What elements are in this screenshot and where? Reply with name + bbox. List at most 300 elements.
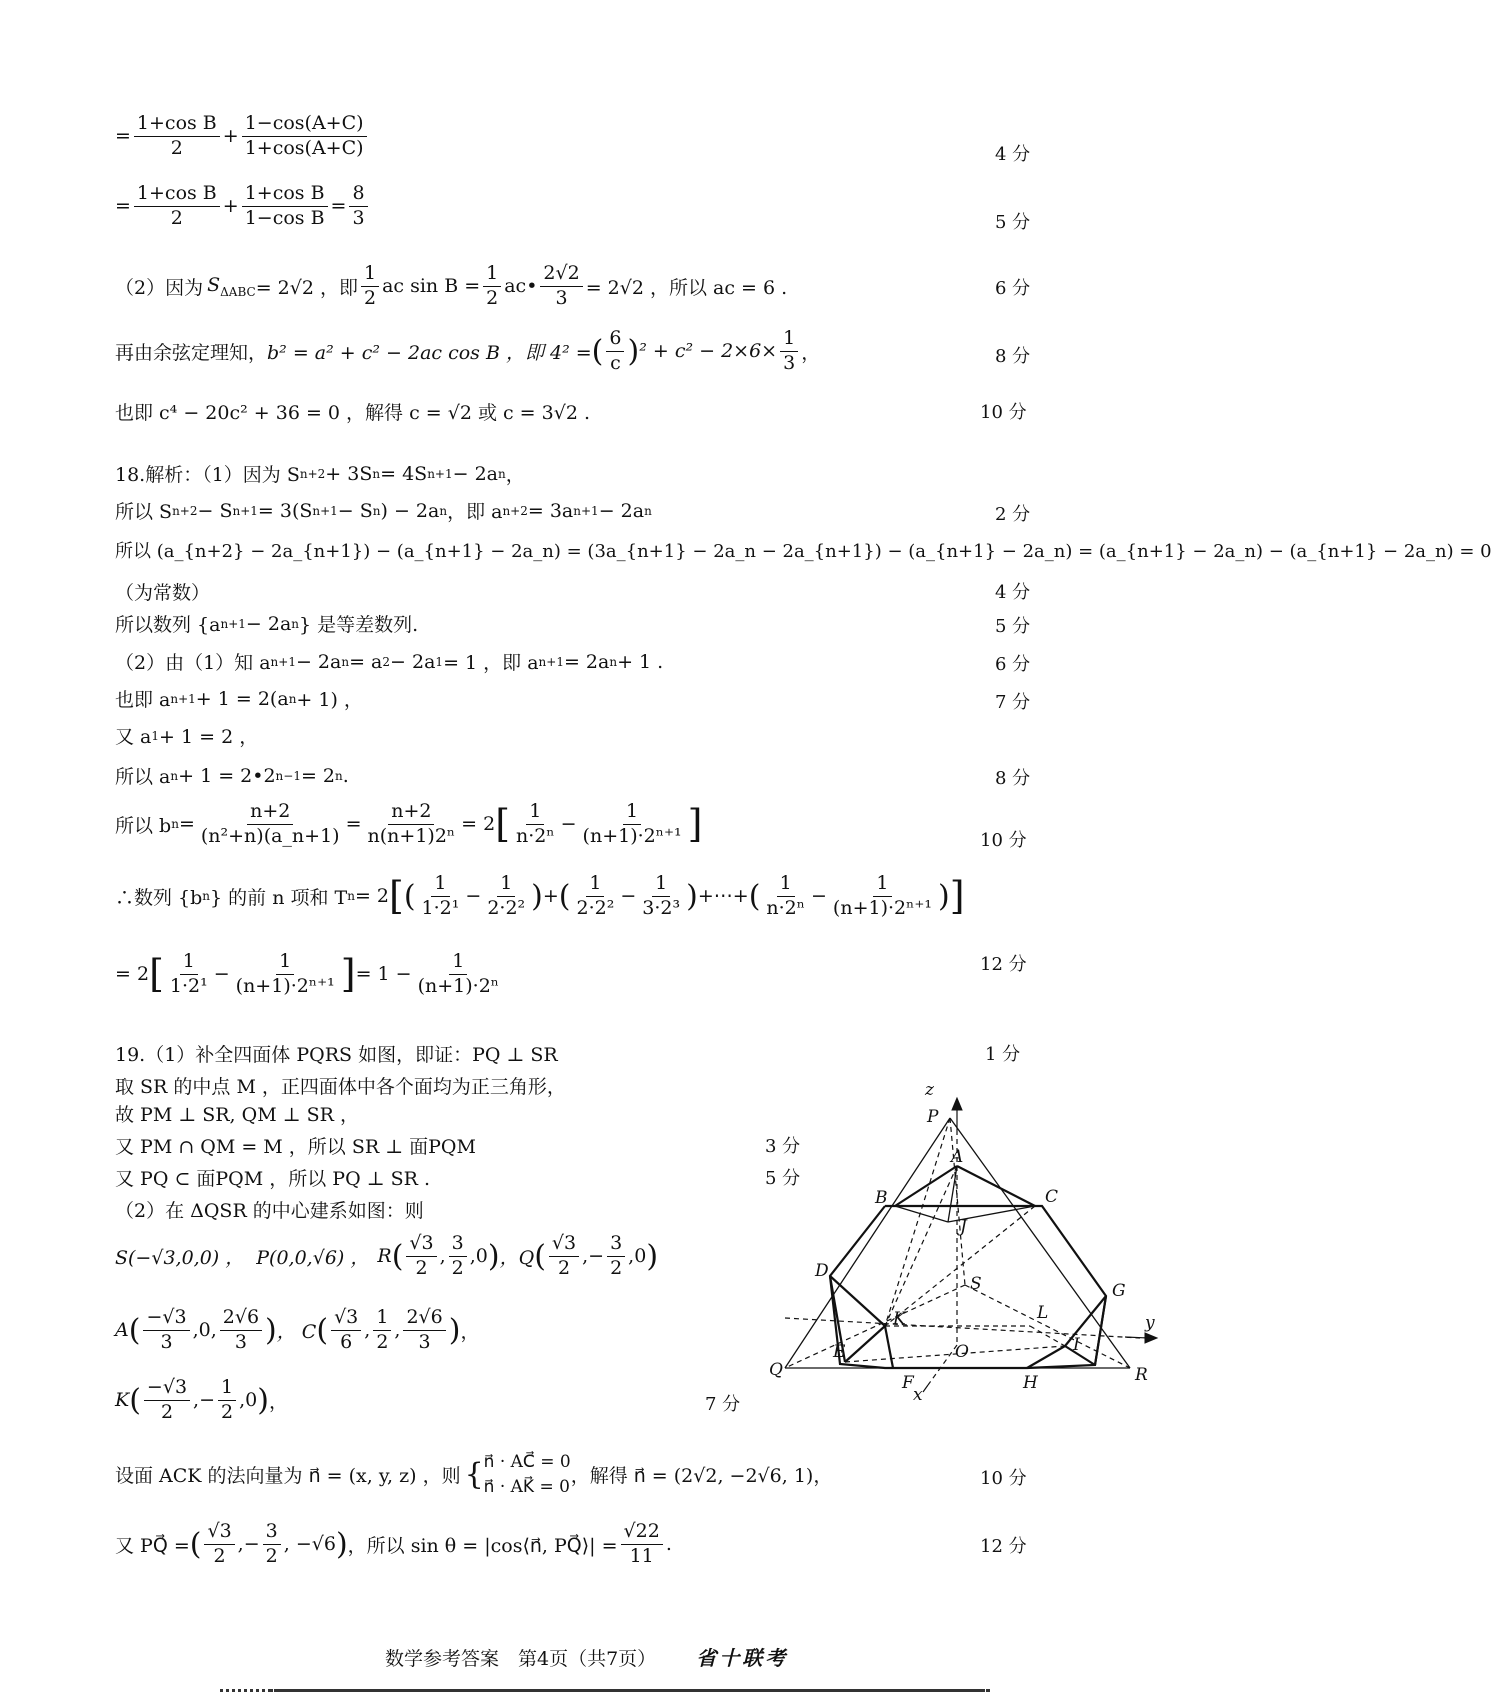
subscript: n [288,691,297,706]
denominator: 2 [610,1256,623,1279]
denominator: n·2ⁿ [516,824,555,847]
fraction [549,1232,579,1281]
denominator: (n+1)·2ⁿ⁺¹ [582,824,682,847]
fraction [483,262,501,311]
tetrahedron-figure [765,1070,1160,1405]
paren: ) [448,1312,461,1348]
bracket: ] [687,802,703,847]
fraction [233,950,338,999]
text: = 2√2 ，即 [255,276,358,299]
subscript: n+2 [172,503,198,518]
paren: ( [591,333,604,369]
score-label: 1 分 [985,1044,1021,1065]
fraction [144,1376,190,1425]
text: } 的前 n 项和 T [210,886,348,909]
text: ， [268,1390,288,1413]
text: + [222,125,239,148]
numerator: 1 [623,800,641,825]
superscript: n [335,768,343,783]
text: A [115,1319,129,1342]
fraction [403,1306,445,1355]
text: S [207,273,221,296]
label-A: A [951,1147,964,1167]
numerator: 1+cos B [242,182,328,207]
numerator: 1 [218,1376,236,1401]
label-C: C [1045,1187,1059,1207]
label-R: R [1135,1365,1148,1385]
fraction [134,112,220,161]
denominator: n·2ⁿ [766,896,805,919]
fraction [574,872,618,921]
text: ac• [504,275,538,298]
subscript: n+1 [170,691,196,706]
numerator: 1−cos(A+C) [242,112,367,137]
denominator: 3 [352,206,365,229]
subscript: n+1 [232,503,258,518]
fraction [365,800,459,849]
numerator: √3 [331,1306,361,1331]
eq-line-16: ∴数列 {b n } 的前 n 项和 T n = 2 [ ( $\frac{1}{\text{1·2¹}}$ − $\frac{1}{\text{2·2²}}$ ) + ( $\frac{1}{\text{2·2²}}$ − $\frac{1}{\text{3·2³}}$ ) +⋯+ ( $\frac{1}{\text{n·2ⁿ}}$ − $\frac{1}{\text{(n+1)·2ⁿ⁺¹}}$ ) ] [115,872,965,919]
z-axis-arrow [952,1098,962,1110]
text: + 1 . [617,650,664,673]
numerator: 3 [449,1232,467,1257]
denominator: 2 [213,1544,226,1567]
score-label: 10 分 [980,1468,1027,1489]
eq-line-22 [115,1164,430,1191]
numerator: n+2 [388,800,434,825]
paren: ) [257,1382,269,1418]
eq-line-1 [115,112,370,161]
denominator: 3 [234,1330,247,1353]
text: = 1 − [355,963,412,986]
label-K: K [893,1309,906,1329]
text: + [222,195,239,218]
label-J: J [960,1217,967,1237]
denominator: 2 [486,286,499,309]
label-D: D [815,1261,829,1281]
fraction [242,112,367,161]
text: ， [505,464,525,486]
equation-system [484,1450,571,1499]
subscript: n+2 [502,503,528,518]
subscript: 1 [151,728,160,743]
text: （为常数） [115,582,211,604]
text: ，解得 n⃗ = (2√2, −2√6, 1)， [570,1465,833,1488]
text: = [178,813,195,836]
eq-line-7 [115,497,652,524]
numerator: 1 [483,262,501,287]
label-G: G [1112,1281,1126,1301]
score-label: 8 分 [995,346,1031,367]
numerator: 1 [652,872,670,897]
text: 所以 S [115,501,173,523]
bracket: ] [949,874,965,919]
label-E: E [833,1342,846,1362]
denominator: 2 [451,1256,464,1279]
bracket: ] [340,952,356,997]
text: − 2a [452,462,498,485]
paren: ) [335,1526,348,1562]
fraction [449,1232,467,1281]
label-B: B [875,1188,888,1208]
eq-line-27 [115,1450,832,1499]
superscript: n−1 [275,768,301,783]
subscript: n [291,616,300,631]
dashed-LI [1030,1326,1065,1346]
numerator: 1 [526,800,544,825]
fraction [540,262,582,311]
text: − S [337,499,373,522]
denominator: (n+1)·2ⁿ [417,974,499,997]
label-Q: Q [769,1360,783,1380]
subscript: n+2 [299,466,326,481]
label-S: S [970,1274,982,1294]
fraction [167,950,211,999]
denominator: 1·2¹ [421,896,460,919]
subscript: 1 [435,654,444,669]
text: + 1) ， [296,689,363,711]
score-label: 7 分 [705,1394,741,1415]
eq-line-13 [115,722,258,749]
y-axis-arrow [1145,1333,1157,1343]
eq-line-17 [115,950,505,999]
score-label: 2 分 [995,504,1031,525]
denominator: n(n+1)2ⁿ [367,824,456,847]
fraction [220,1306,262,1355]
denominator: 3 [160,1330,173,1353]
subscript: 2 [382,654,391,669]
label-y: y [1145,1313,1155,1333]
text: = 4S [380,462,428,485]
text: = [330,195,347,218]
text: + 1 = 2 ， [159,726,259,748]
text: K [115,1389,130,1412]
subscript: n+1 [312,503,338,518]
subscript: n+1 [538,654,564,669]
paren: ( [748,878,761,914]
page-footer [385,1642,788,1671]
text: . [342,764,349,787]
eq-line-14 [115,762,349,789]
text: （2）因为 [115,276,204,299]
text: 所以数列 {a [115,614,221,636]
paren: ) [531,878,543,914]
fraction [513,800,558,849]
denominator: 1−cos B [244,206,325,229]
text: − S [197,499,233,522]
dashed-x-axis [928,1345,957,1385]
paren: ( [129,1382,141,1418]
paren: ) [938,878,950,914]
text: = 2 [354,885,389,908]
numerator: √3 [204,1520,234,1545]
text: = [115,195,131,218]
denominator: 2 [170,206,183,229]
subscript: ΔABC [220,284,256,299]
eq-line-20 [115,1100,359,1127]
fraction [639,872,683,921]
score-label: 8 分 [995,768,1031,789]
text: = 2a [563,650,610,673]
text: 所以 b [115,814,172,837]
fraction [242,182,328,231]
paren: ( [403,878,416,914]
text: 也即 a [115,689,171,711]
text: − [560,813,577,836]
text: +⋯+ [697,885,749,908]
subscript: n+1 [270,654,296,669]
text: 又 PQ ⊂ 面PQM ，所以 PQ ⊥ SR . [115,1168,431,1190]
numerator: −√3 [144,1376,190,1401]
score-label: 4 分 [995,582,1031,603]
denominator: 2·2² [487,896,526,919]
numerator: 1 [873,872,891,897]
numerator: 2√2 [540,262,582,287]
text: = [345,813,362,836]
bracket: [ [495,802,511,847]
eq-line-24: S(−√3,0,0) ， P(0,0,√6) ， R ( $\frac{√3}{2}$ , $\frac{3}{2}$ ,0 ) ，Q ( $\frac{√3}{2}$ ,− $\frac{3}{2}$ ,0 ) [115,1232,659,1279]
text: 设面 ACK 的法向量为 n⃗ = (x, y, z) ，则 [115,1465,461,1488]
fraction [361,262,379,311]
text: ,0 [469,1245,488,1268]
subscript: n+1 [220,616,246,631]
text: . [665,1533,672,1556]
denominator: (n²+n)(a_n+1) [200,824,340,847]
text: ， [460,1320,480,1343]
fraction [218,1376,236,1425]
score-label: 5 分 [765,1168,801,1189]
text: 19.（1）补全四面体 PQRS 如图，即证：PQ ⊥ SR [115,1044,558,1066]
score-label: 7 分 [995,692,1031,713]
fraction [484,872,528,921]
subscript: n [347,889,355,904]
label-I: I [1073,1335,1080,1355]
eq-line-15 [115,800,702,849]
denominator: 2 [363,286,377,309]
subscript: n [341,654,350,669]
subscript: n [372,466,381,481]
subscript: n [372,503,381,518]
numerator: 8 [349,182,367,207]
score-label: 10 分 [980,402,1027,423]
fraction [419,872,463,921]
denominator: 2 [160,1400,174,1423]
paren: ) [686,878,698,914]
text: S(−√3,0,0) ， [115,1246,245,1269]
numerator: 3 [263,1520,281,1545]
text: = 2 [461,813,496,836]
numerator: 1 [777,872,795,897]
exam-seal: 省十联考 [696,1646,789,1670]
eq-line-12 [115,685,363,712]
denominator: 2 [376,1330,389,1353]
text: ² + c² − 2×6× [639,340,778,363]
numerator: √22 [621,1520,663,1545]
score-label: 4 分 [995,144,1031,165]
subscript: n [644,503,652,518]
text: , −√6 [283,1533,336,1556]
text: R [377,1245,392,1268]
denominator: 1+cos(A+C) [244,136,364,159]
fraction [406,1232,436,1281]
edge-PQ [785,1118,950,1368]
fraction [830,872,935,921]
text: ,0, [192,1319,217,1342]
text: = 3a [527,499,574,522]
denominator: 3·2³ [642,896,681,919]
text: n⃗ · AC⃗ = 0 [483,1452,571,1472]
paren: ( [391,1238,404,1274]
denominator: 11 [629,1544,654,1567]
denominator: c [610,351,621,374]
denominator: 3 [555,286,568,309]
numerator: 1 [361,262,379,287]
numerator: 1 [586,872,604,897]
fraction [580,800,685,849]
subscript: n+1 [427,466,453,481]
text: ,0 [239,1389,258,1412]
subscript: n [609,654,618,669]
denominator: 2 [170,136,183,159]
eq-line-6 [115,460,525,487]
text: n⃗ · AK⃗ = 0 [483,1476,570,1497]
numerator: −√3 [143,1306,189,1331]
text: = 3(S [257,499,313,522]
denominator: 2·2² [576,896,615,919]
text: ， C [276,1320,317,1343]
brace: { [464,1457,484,1493]
label-x: x [913,1385,923,1405]
fraction [415,950,502,999]
fraction [204,1520,234,1569]
edge-KF [885,1326,893,1368]
text: = a [349,650,383,673]
subscript: n+1 [573,503,599,518]
text: + 1 = 2•2 [178,764,276,787]
numerator: 1+cos B [134,112,220,137]
text: （2）在 ΔQSR 的中心建系如图：则 [115,1200,424,1222]
numerator: √3 [406,1232,436,1257]
text: P(0,0,√6) ， [256,1246,370,1269]
text: 取 SR 的中点 M ，正四面体中各个面均为正三角形， [115,1076,566,1098]
label-L: L [1037,1303,1049,1323]
bracket: [ [389,874,404,919]
text: − 2a [390,650,436,673]
denominator: 6 [340,1330,353,1353]
score-label: 10 分 [980,830,1027,851]
paren: ( [128,1312,141,1348]
text: } 是等差数列. [299,614,419,636]
paren: ( [534,1238,546,1274]
fraction [143,1306,189,1355]
bracket: [ [149,952,164,997]
eq-line-26: K ( $\frac{-√3}{2}$ ,− $\frac{1}{2}$ ,0 ) ， [115,1376,288,1423]
eq-line-21 [115,1132,476,1159]
subscript: n [202,889,211,904]
paren: ) [627,333,640,369]
score-label: 5 分 [995,616,1031,637]
paren: ( [189,1526,202,1562]
denominator: 1·2¹ [169,974,208,997]
fraction [134,182,220,231]
eq-line-11 [115,648,663,675]
text: − 2a [245,612,292,635]
numerator: √3 [549,1232,579,1257]
text: ，即 a [447,501,503,523]
text: 所以 a [115,766,171,788]
fraction [349,182,367,231]
score-label: 6 分 [995,278,1031,299]
text: ， [801,341,821,364]
eq-line-28: 又 PQ⃗ = ( $\frac{√3}{2}$ ,− $\frac{3}{2}$ , −√6 ) ，所以 sin θ = |cos⟨n⃗, PQ⃗⟩| = $\frac{√22}{11}$ . [115,1520,672,1567]
text: + 1 = 2(a [195,687,289,710]
label-F: F [902,1373,914,1393]
text: + 3S [325,462,373,485]
fraction [606,327,624,376]
edge-PR [950,1118,1130,1368]
score-label: 12 分 [980,1536,1027,1557]
label-H: H [1023,1373,1038,1393]
denominator: (n+1)·2ⁿ⁺¹ [832,896,932,919]
numerator: 1 [276,950,294,975]
text: 又 PM ∩ QM = M ，所以 SR ⊥ 面PQM [115,1136,476,1158]
text: 又 a [115,726,152,748]
text: ∴数列 {b [115,886,203,909]
subscript: n [170,768,179,783]
numerator: 1 [780,327,798,352]
text: = [115,125,131,148]
label-O: O [955,1342,969,1362]
fraction [780,327,798,376]
subscript: n [171,817,179,832]
numerator: 1 [449,950,467,975]
numerator: 1 [373,1306,391,1331]
fraction [373,1306,391,1355]
score-label: 6 分 [995,654,1031,675]
numerator: 1 [431,872,449,897]
numerator: 2√6 [220,1306,262,1331]
numerator: 1 [180,950,198,975]
eq-line-10 [115,610,418,637]
label-P: P [927,1107,939,1127]
text: 所以 (a_{n+2} − 2a_{n+1}) − (a_{n+1} − 2a_n) = (3a_{n+1} − 2a_n − 2a_{n+1}) − (a_{n+1} − 2a_n) = (a_{n+1} − 2a_n) − (a_{n+1} − 2a_n) = 0 [115,541,1492,562]
label-z: z [925,1080,934,1100]
text: − [213,963,230,986]
eq-line-8 [115,537,1492,563]
paren: ( [316,1312,329,1348]
denominator: 2 [415,1256,428,1279]
fraction [331,1306,361,1355]
text: 再由余弦定理知， [115,341,268,364]
text: = 1 ，即 a [443,652,539,674]
denominator: 3 [783,351,796,374]
fraction [607,1232,625,1281]
text: 也即 c⁴ − 20c² + 36 = 0 ，解得 c = √2 或 c = 3√2 . [115,402,590,424]
eq-line-5 [115,398,590,425]
text: b² = a² + c² − 2ac cos B ，即 4² = [267,341,592,364]
eq-line-23 [115,1196,424,1223]
x-axis [923,1385,928,1392]
fraction [263,1520,281,1569]
text: ，所以 sin θ = |cos⟨n⃗, PQ⃗⟩| = [347,1534,618,1557]
paren: ) [646,1238,659,1274]
edge-AC [957,1166,1035,1206]
numerator: 3 [607,1232,625,1257]
text: ,0 [628,1245,647,1268]
text: = 2√2 ，所以 ac = 6 . [585,276,788,299]
score-label: 12 分 [980,954,1027,975]
eq-line-19 [115,1072,566,1099]
